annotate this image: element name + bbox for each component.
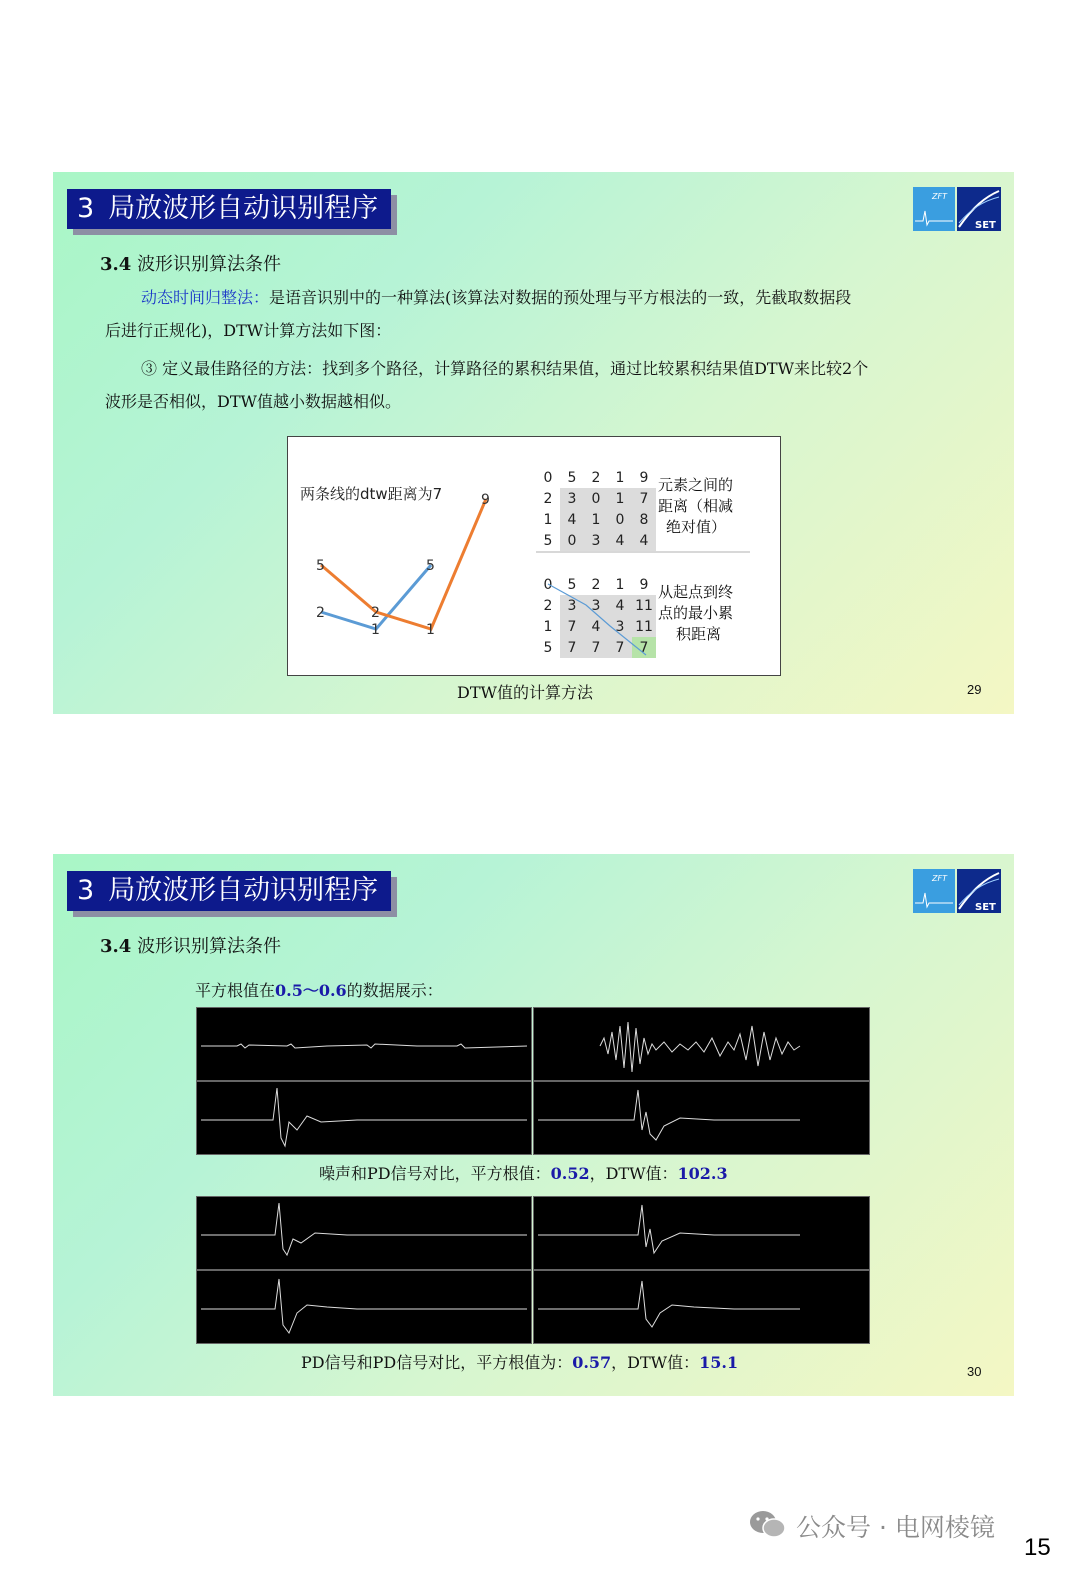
matrix-cell: 0: [536, 467, 560, 488]
waveform-panel-pd: [196, 1081, 532, 1155]
distance-matrix: [536, 467, 656, 551]
matrix-cell: 3: [584, 595, 608, 616]
slide-29: [53, 172, 1014, 714]
cumulative-matrix-note: [658, 582, 733, 645]
logo-top-text: ZFT: [932, 192, 947, 201]
section-text: 波形识别算法条件: [137, 936, 282, 957]
dtw-value: 102.3: [677, 1164, 728, 1183]
document-page-number: 15: [1024, 1534, 1051, 1561]
pd-waveform: [197, 1271, 531, 1343]
matrix-cell: 3: [560, 488, 584, 509]
matrix-cell: 1: [608, 467, 632, 488]
range-value: 0.5～0.6: [275, 981, 347, 1000]
section-number: 3.4: [100, 254, 132, 275]
matrix-cell: 2: [536, 488, 560, 509]
matrix-cell: 7: [632, 637, 656, 658]
rms-value: 0.57: [572, 1353, 612, 1372]
range-suffix: 的数据展示：: [346, 981, 443, 1000]
matrix-cell: 4: [560, 509, 584, 530]
dtw-value: 15.1: [699, 1353, 739, 1372]
matrix-cell: 5: [560, 574, 584, 595]
note-line: 从起点到终: [658, 583, 734, 601]
dtw-line-chart: [288, 437, 528, 671]
slide-page-number: 29: [967, 682, 982, 697]
matrix-cell: 5: [560, 467, 584, 488]
chart-label: 两条线的dtw距离为7: [300, 485, 443, 503]
waveform-panel-pd: [533, 1270, 870, 1344]
matrix-cell: 5: [536, 637, 560, 658]
matrix-cell: 0: [560, 530, 584, 551]
title-text: 局放波形自动识别程序: [108, 193, 379, 224]
logo-top-text: ZFT: [932, 874, 947, 883]
matrix-cell: 3: [584, 530, 608, 551]
pd-waveform: [534, 1197, 869, 1269]
matrix-cell: 5: [536, 530, 560, 551]
pd-waveform: [534, 1271, 869, 1343]
para2-line1: ③ 定义最佳路径的方法：找到多个路径，计算路径的累积结果值，通过比较累积结果值DTW来比较2个: [141, 359, 869, 378]
figure-caption: DTW值的计算方法: [457, 683, 593, 702]
matrix-cell: 7: [584, 637, 608, 658]
slide-title: [67, 871, 391, 911]
rms-range-line: [195, 978, 443, 1001]
matrix-cell: 0: [536, 574, 560, 595]
company-logo: [913, 869, 1001, 913]
waveform-panel-noise-burst: [533, 1007, 870, 1081]
matrix-cell: 1: [608, 488, 632, 509]
pd-waveform: [197, 1197, 531, 1269]
matrix-cell: 1: [608, 574, 632, 595]
waveform-panel-pd: [196, 1196, 532, 1270]
range-prefix: 平方根值在: [195, 981, 276, 1000]
matrix-cell: 1: [536, 509, 560, 530]
matrix-cell: 4: [584, 616, 608, 637]
orange-point-label: 1: [426, 622, 435, 638]
matrix-cell: 2: [584, 467, 608, 488]
waveform-panel-pd: [196, 1270, 532, 1344]
caption-text: ，DTW值：: [589, 1164, 678, 1183]
matrix-cell: 0: [608, 509, 632, 530]
caption-text: ，DTW值：: [611, 1353, 700, 1372]
matrix-cell: 0: [584, 488, 608, 509]
caption-text: PD信号和PD信号对比，平方根值为：: [301, 1353, 573, 1372]
matrix-cell: 7: [560, 616, 584, 637]
rms-value: 0.52: [550, 1164, 590, 1183]
matrix-cell: 9: [632, 467, 656, 488]
logo-bottom-text: SET: [975, 902, 996, 913]
matrix-cell: 3: [608, 616, 632, 637]
orange-point-label: 9: [481, 492, 490, 508]
matrix-cell: 3: [560, 595, 584, 616]
para2-line2: 波形是否相似，DTW值越小数据越相似。: [105, 392, 401, 411]
matrix-cell: 4: [632, 530, 656, 551]
noise-burst-waveform: [534, 1008, 869, 1080]
slide-page-number: 30: [967, 1364, 982, 1379]
pd-waveform: [197, 1082, 531, 1154]
section-heading: [100, 932, 281, 958]
noise-waveform: [197, 1008, 531, 1080]
cumulative-matrix: [536, 574, 656, 658]
blue-point-label: 2: [316, 605, 325, 621]
divider: [536, 551, 750, 553]
para1-line1: 是语音识别中的一种算法(该算法对数据的预处理与平方根法的一致，先截取数据段: [269, 288, 852, 307]
orange-series-line: [321, 499, 486, 629]
blue-point-label: 1: [371, 622, 380, 638]
matrix-cell: 2: [584, 574, 608, 595]
waveform-panel-noise: [196, 1007, 532, 1081]
footer-account-name: 公众号 · 电网棱镜: [796, 1513, 995, 1542]
slide-30: [53, 854, 1014, 1396]
note-line: 距离（相减: [658, 497, 734, 515]
matrix-cell: 11: [632, 595, 656, 616]
matrix-cell: 2: [536, 595, 560, 616]
company-logo: [913, 187, 1001, 231]
paragraph-path-method: [105, 352, 985, 418]
slide-title: [67, 189, 391, 229]
title-text: 局放波形自动识别程序: [108, 875, 379, 906]
note-line: 点的最小累: [658, 604, 734, 622]
pd-waveform: [534, 1082, 869, 1154]
matrix-cell: 7: [560, 637, 584, 658]
matrix-cell: 7: [632, 488, 656, 509]
comparison-caption-2: [301, 1350, 738, 1373]
matrix-cell: 1: [584, 509, 608, 530]
matrix-cell: 8: [632, 509, 656, 530]
matrix-cell: 7: [608, 637, 632, 658]
section-text: 波形识别算法条件: [137, 254, 282, 275]
term-dtw: 动态时间归整法：: [141, 288, 270, 307]
blue-point-label: 5: [426, 558, 435, 574]
note-line: 元素之间的: [658, 476, 734, 494]
section-heading: [100, 250, 281, 276]
section-number: 3.4: [100, 936, 132, 957]
matrix-cell: 4: [608, 530, 632, 551]
distance-matrix-note: [658, 475, 733, 538]
logo-bottom-text: SET: [975, 220, 996, 231]
title-number: 3: [77, 193, 95, 224]
orange-point-label: 5: [316, 558, 325, 574]
note-line: 绝对值）: [666, 518, 727, 536]
matrix-cell: 11: [632, 616, 656, 637]
waveform-panel-pd: [533, 1196, 870, 1270]
caption-text: 噪声和PD信号对比，平方根值：: [319, 1164, 551, 1183]
matrix-cell: 4: [608, 595, 632, 616]
orange-point-label: 2: [371, 605, 380, 621]
paragraph-dtw-intro: [105, 281, 985, 347]
para1-line2: 后进行正规化)，DTW计算方法如下图：: [105, 321, 392, 340]
comparison-caption-1: [319, 1161, 728, 1184]
dtw-figure: [287, 436, 781, 676]
note-line: 积距离: [676, 625, 722, 643]
waveform-panel-pd: [533, 1081, 870, 1155]
matrix-cell: 1: [536, 616, 560, 637]
matrix-cell: 9: [632, 574, 656, 595]
wechat-icon: [748, 1508, 788, 1540]
title-number: 3: [77, 875, 95, 906]
